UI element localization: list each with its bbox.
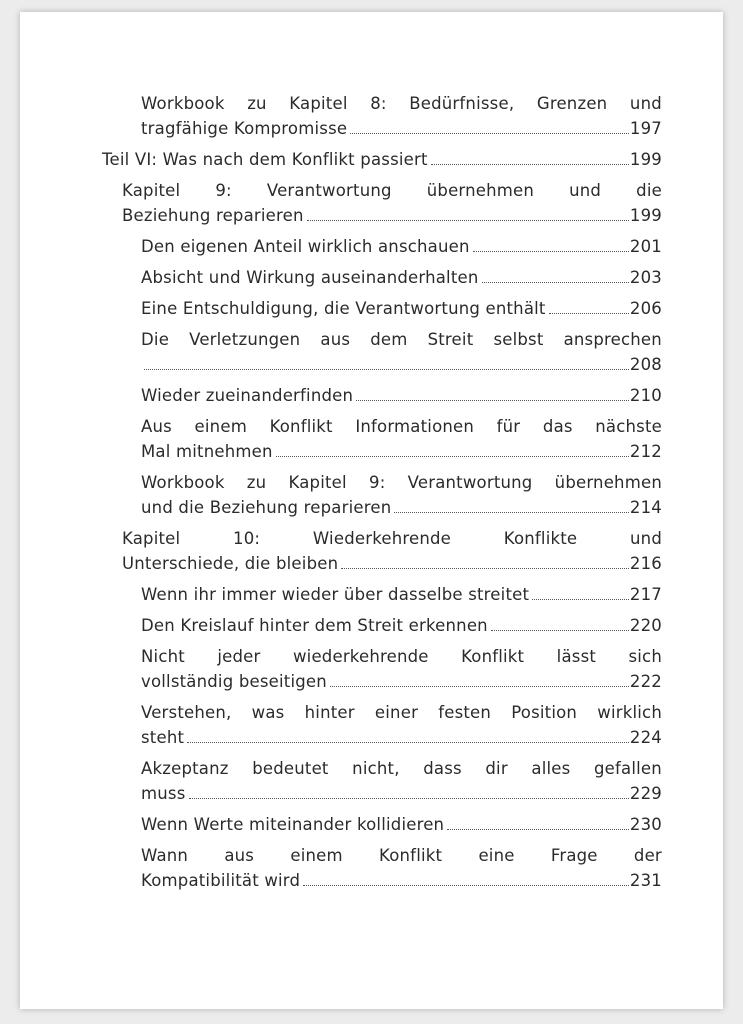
toc-word: und [569,181,602,200]
toc-word: Kapitel [122,181,181,200]
toc-page-number: 229 [629,784,662,803]
toc-word: aus [224,846,255,865]
toc-word: Konflikte [503,529,578,548]
toc-word: Wann [141,846,189,865]
toc-word: einem [194,417,247,436]
toc-entry[interactable] [141,756,662,806]
dot-leader [447,829,629,830]
toc-word: Verletzungen [189,330,301,349]
toc-entry-title: Kompatibilität wird [141,871,301,890]
toc-page-number: 212 [629,442,662,461]
toc-word: alles [531,759,571,778]
toc-word: übernehmen [426,181,535,200]
toc-entry-title: Wenn ihr immer wieder über dasselbe streitet [141,585,530,604]
toc-word: Streit [427,330,474,349]
toc-word: selbst [493,330,544,349]
toc-entry[interactable] [141,296,662,321]
toc-entry[interactable] [141,700,662,750]
toc-entry-title: Den Kreislauf hinter dem Streit erkennen [141,616,488,635]
toc-page-number: 203 [629,268,662,287]
toc-entry[interactable] [102,147,662,172]
toc-word: Grenzen [536,94,608,113]
toc-word: das [542,417,573,436]
toc-word: für [496,417,521,436]
toc-word: Aus [141,417,172,436]
toc-entry[interactable] [141,234,662,259]
toc-word: hinter [304,703,355,722]
toc-word: nächste [595,417,662,436]
toc-entry-title: muss [141,784,186,803]
toc-word: einer [374,703,419,722]
toc-word: dir [485,759,508,778]
toc-page-number: 216 [629,554,662,573]
toc-entry[interactable] [122,178,662,228]
toc-entry-title: Den eigenen Anteil wirklich anschauen [141,237,470,256]
toc-entry[interactable] [141,91,662,141]
toc-page-number: 230 [629,815,662,834]
dot-leader [303,885,629,886]
toc-word: einem [290,846,343,865]
toc-word: Verstehen, [141,703,232,722]
toc-word: gefallen [593,759,662,778]
toc-word: Nicht [141,647,185,666]
dot-leader [276,456,629,457]
toc-word: Die [141,330,170,349]
toc-word: und [629,94,662,113]
toc-page-number: 222 [629,672,662,691]
toc-word: nicht, [352,759,400,778]
toc-page-number: 231 [629,871,662,890]
toc-entry-title-line [141,644,662,669]
dot-leader [549,313,629,314]
toc-word: was [251,703,285,722]
toc-word: und [630,529,662,548]
toc-entry-title: steht [141,728,185,747]
toc-word: wirklich [597,703,662,722]
toc-word: Position [511,703,578,722]
dot-leader [491,630,629,631]
toc-entry-title: Unterschiede, die bleiben [122,554,339,573]
toc-entry-title-line [122,178,662,203]
toc-word: eine [478,846,515,865]
toc-entry-title-line [141,843,662,868]
dot-leader [350,133,629,134]
toc-word: Frage [550,846,598,865]
toc-entry[interactable] [141,470,662,520]
toc-page-number: 210 [629,386,662,405]
document-page [20,12,723,1009]
toc-entry-title: Wenn Werte miteinander kollidieren [141,815,445,834]
toc-entry[interactable] [141,327,662,377]
toc-entry-title: Eine Entschuldigung, die Verantwortung enthält [141,299,546,318]
toc-word: Akzeptanz [141,759,229,778]
toc-word: 9: [215,181,232,200]
toc-word: Kapitel [288,473,347,492]
toc-entry-title-line [141,327,662,352]
toc-word: Kapitel [289,94,348,113]
toc-word: 10: [233,529,261,548]
toc-page-number: 201 [629,237,662,256]
toc-page-number: 206 [629,299,662,318]
toc-word: dem [370,330,408,349]
toc-page-number: 217 [629,585,662,604]
toc-entry-title: Absicht und Wirkung auseinanderhalten [141,268,479,287]
toc-word: übernehmen [554,473,662,492]
toc-word: aus [320,330,351,349]
dot-leader [144,369,629,370]
toc-page-number: 208 [629,355,662,374]
dot-leader [394,512,629,513]
toc-page-number: 220 [629,616,662,635]
toc-entry-title-line [141,414,662,439]
dot-leader [307,220,629,221]
toc-entry-title-line [122,526,662,551]
toc-entry[interactable] [141,812,662,837]
toc-word: jeder [217,647,261,666]
toc-entry[interactable] [141,613,662,638]
toc-word: Workbook [141,94,225,113]
dot-leader [330,686,629,687]
toc-page-number: 199 [629,150,662,169]
table-of-contents [20,12,723,1009]
toc-entry[interactable] [141,414,662,464]
toc-word: Konflikt [269,417,333,436]
toc-word: lässt [556,647,597,666]
toc-page-number: 199 [629,206,662,225]
toc-word: 8: [370,94,387,113]
toc-word: Wiederkehrende [312,529,452,548]
toc-entry[interactable] [141,383,662,408]
dot-leader [189,798,629,799]
toc-word: bedeutet [252,759,329,778]
toc-word: zu [246,473,267,492]
toc-page-number: 224 [629,728,662,747]
toc-entry-title: Wieder zueinanderfinden [141,386,354,405]
toc-word: Informationen [355,417,475,436]
dot-leader [187,742,629,743]
toc-word: Verantwortung [407,473,533,492]
dot-leader [341,568,629,569]
toc-entry-title: Teil VI: Was nach dem Konflikt passiert [102,150,428,169]
toc-word: Bedürfnisse, [409,94,515,113]
toc-word: 9: [369,473,386,492]
toc-word: Konflikt [379,846,443,865]
toc-word: Verantwortung [266,181,392,200]
toc-entry-title: Beziehung reparieren [122,206,304,225]
dot-leader [482,282,629,283]
toc-word: die [636,181,662,200]
toc-word: festen [438,703,492,722]
dot-leader [473,251,629,252]
toc-entry-title-line [141,91,662,116]
toc-word: Kapitel [122,529,181,548]
toc-entry-title-line [141,756,662,781]
toc-entry-title: und die Beziehung reparieren [141,498,392,517]
toc-word: Workbook [141,473,225,492]
dot-leader [356,400,629,401]
toc-entry-title: Mal mitnehmen [141,442,273,461]
toc-page-number: 197 [629,119,662,138]
toc-entry[interactable] [141,843,662,893]
dot-leader [532,599,629,600]
toc-word: Konflikt [461,647,525,666]
toc-word: der [633,846,662,865]
toc-entry-title: tragfähige Kompromisse [141,119,348,138]
toc-word: wiederkehrende [292,647,429,666]
toc-word: dass [423,759,462,778]
dot-leader [431,164,629,165]
toc-entry[interactable] [141,265,662,290]
toc-entry[interactable] [122,526,662,576]
toc-word: zu [247,94,267,113]
toc-entry[interactable] [141,644,662,694]
toc-page-number: 214 [629,498,662,517]
toc-entry-title: vollständig beseitigen [141,672,327,691]
toc-word: ansprechen [563,330,662,349]
toc-word: sich [628,647,662,666]
toc-entry-title-line [141,470,662,495]
toc-entry-title-line [141,700,662,725]
toc-entry[interactable] [141,582,662,607]
